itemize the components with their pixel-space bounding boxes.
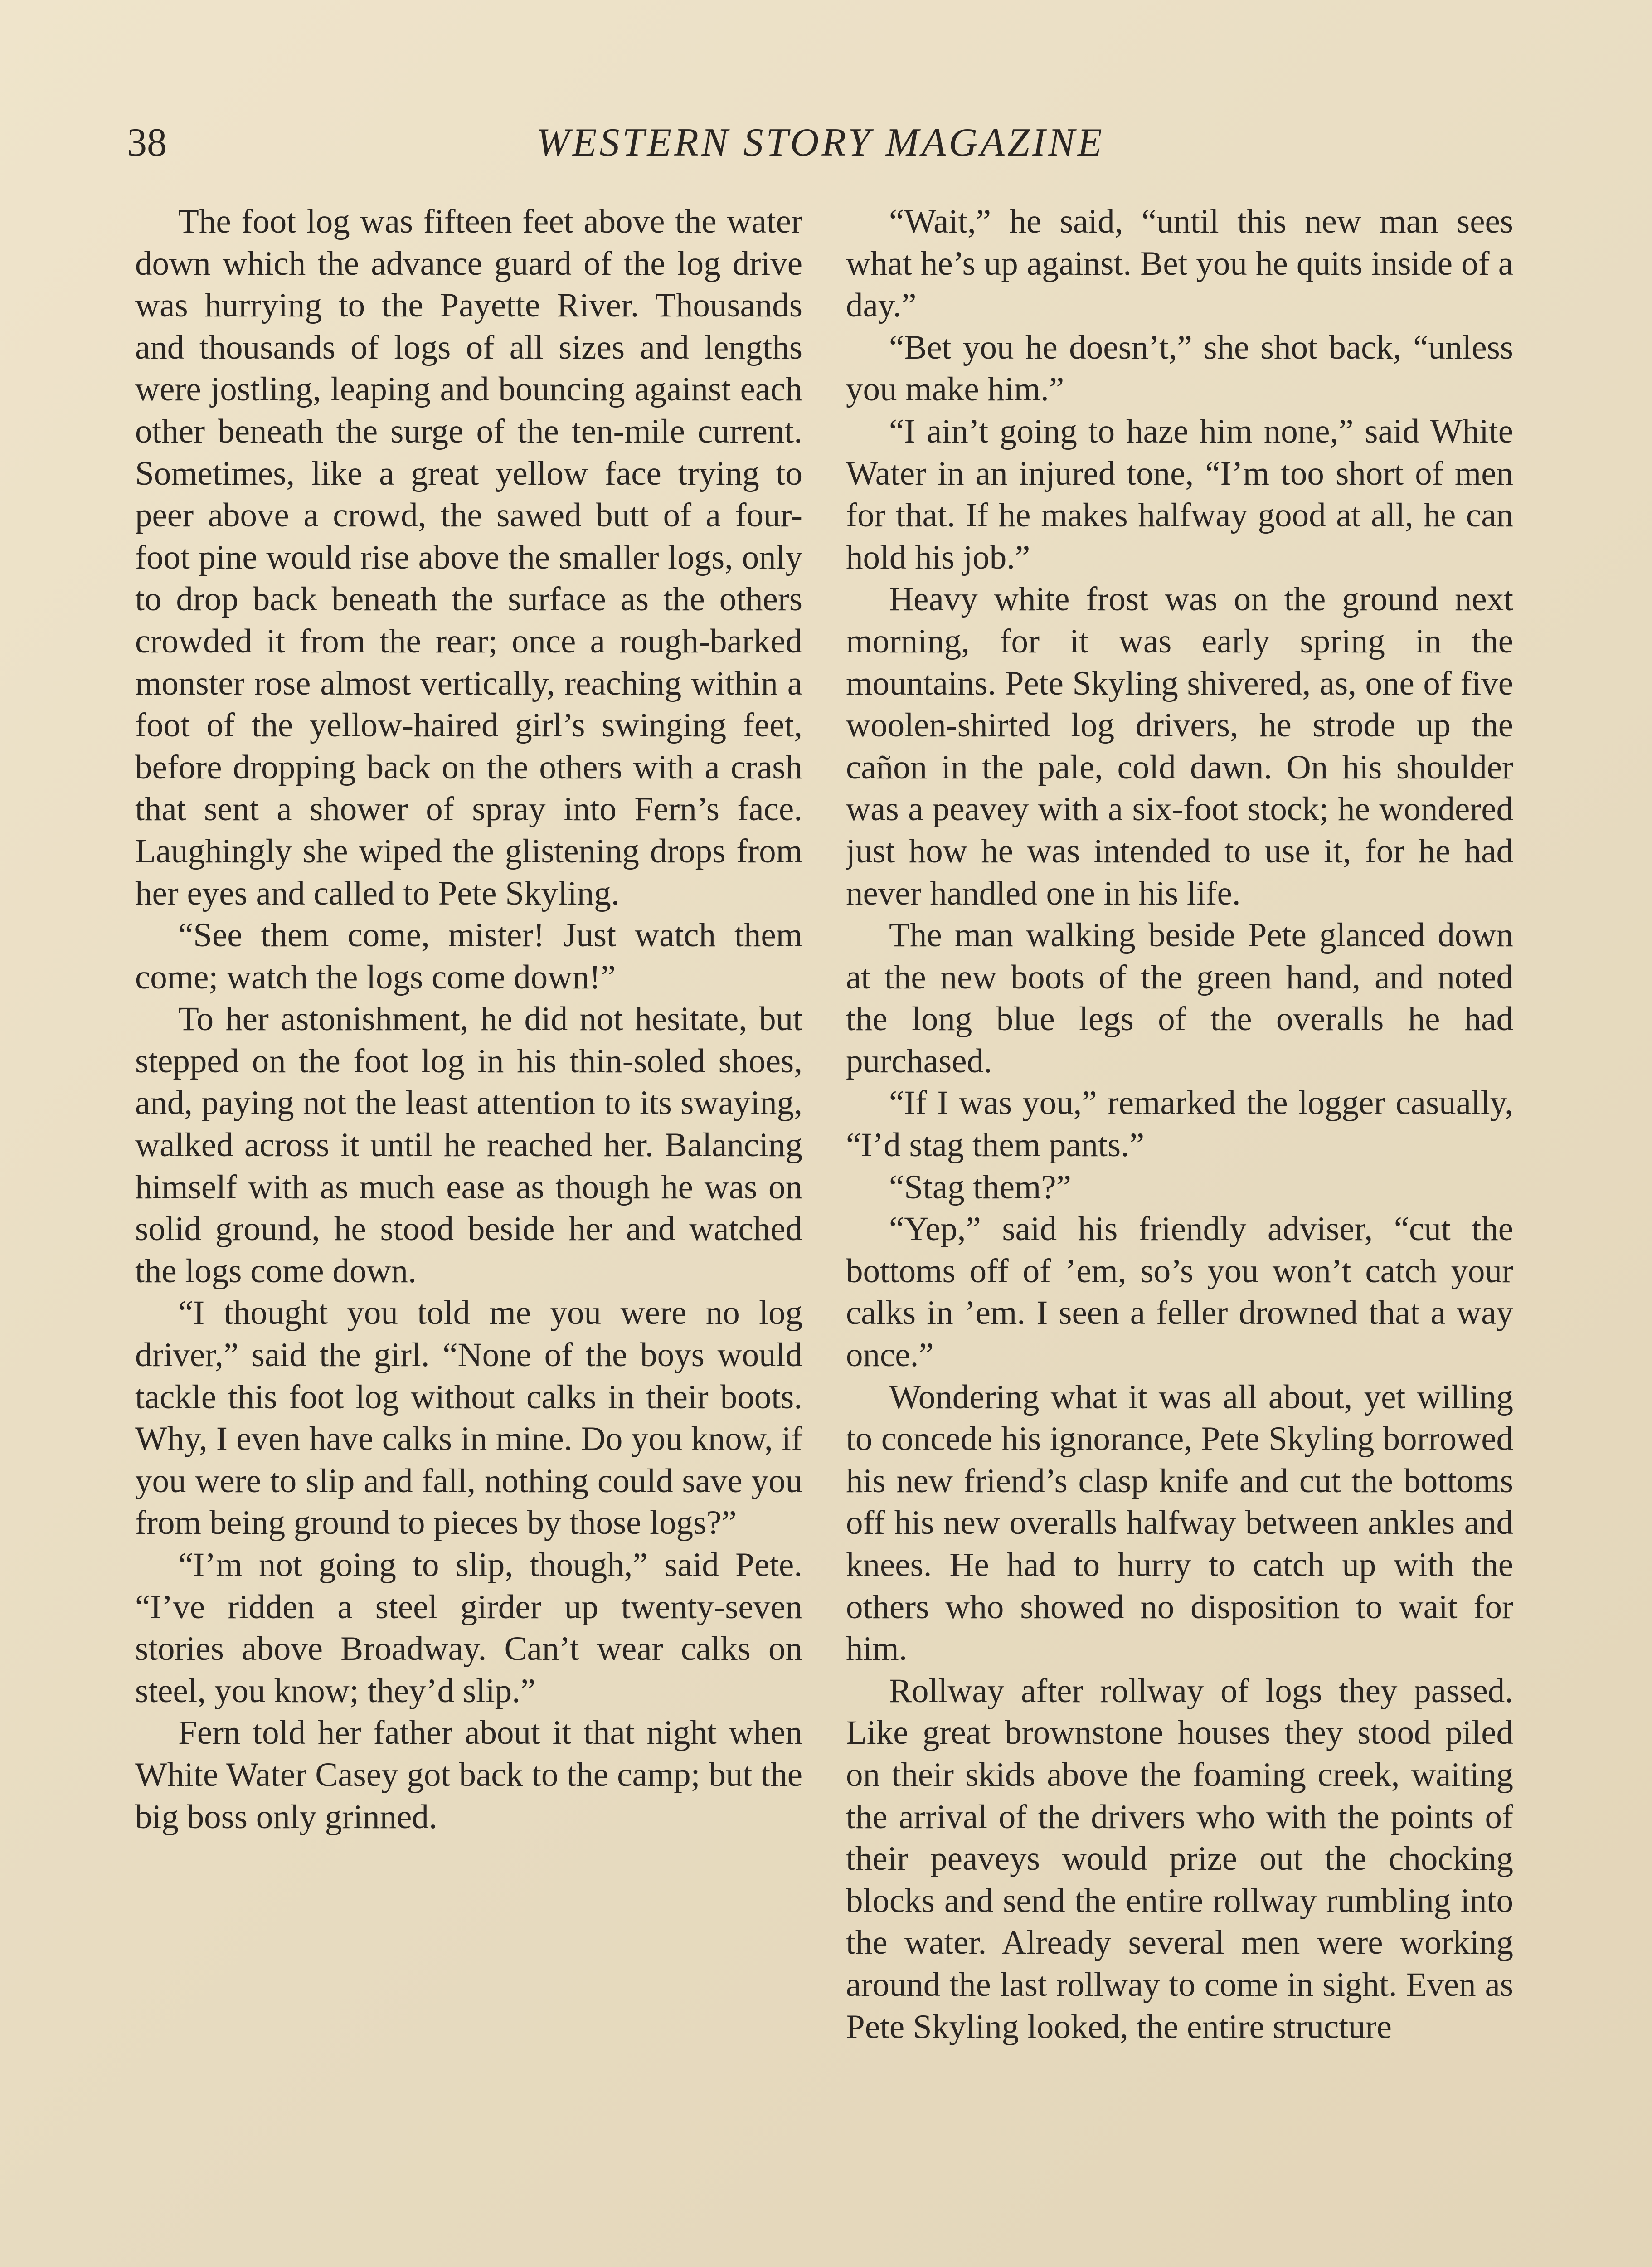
paragraph: To her astonishment, he did not hesitate, but stepped on the foot log in his thin-soled shoes, and, paying not the least attention to its swaying, walked across it until he reached her. Balancing himself with as much ease as though he was on solid ground, he stood beside her and watched the logs come down. (135, 1000, 802, 1290)
text-columns (135, 201, 1513, 2267)
paragraph: “Bet you he doesn’t,” she shot back, “unless you make him.” (846, 328, 1513, 409)
paragraph: “Yep,” said his friendly adviser, “cut the bottoms off of ’em, so’s you won’t catch your calks in ’em. I seen a feller drowned that a way once.” (846, 1210, 1513, 1374)
paragraph: The man walking beside Pete glanced down at the new boots of the green hand, and noted the long blue legs of the overalls he had purchased. (846, 916, 1513, 1080)
page-number: 38 (127, 121, 167, 165)
running-head: WESTERN STORY MAGAZINE (536, 121, 1105, 165)
paragraph: The foot log was fifteen feet above the water down which the advance guard of the log drive was hurrying to the Payette River. Thousands and thousands of logs of all sizes and lengths were jostling, leaping and bouncing against each other beneath the surge of the ten-mile current. Sometimes, like a great yellow face trying to peer above a crowd, the sawed butt of a four-foot pine would rise above the smaller logs, only to drop back beneath the surface as the others crowded it from the rear; once a rough-barked monster rose almost vertically, reaching within a foot of the yellow-haired girl’s swinging feet, before dropping back on the others with a crash that sent a shower of spray into Fern’s face. Laughingly she wiped the glistening drops from her eyes and called to Pete Skyling. (135, 203, 802, 912)
page-header (127, 116, 1514, 179)
paragraph: “I ain’t going to haze him none,” said White Water in an injured tone, “I’m too short of men for that. If he makes halfway good at all, he can hold his job.” (846, 412, 1513, 576)
left-column (135, 201, 802, 2267)
paragraph: Rollway after rollway of logs they passed. Like great brownstone houses they stood piled on their skids above the foaming creek, waiting the arrival of the drivers who with the points of their peaveys would prize out the chocking blocks and send the entire rollway rumbling into the water. Already several men were working around the last rollway to come in sight. Even as Pete Skyling looked, the entire structure (846, 1672, 1513, 2046)
paragraph: “Stag them?” (889, 1168, 1071, 1206)
paragraph: Heavy white frost was on the ground next morning, for it was early spring in the mountains. Pete Skyling shivered, as, one of five woolen-shirted log drivers, he strode up the cañon in the pale, cold dawn. On his shoulder was a peavey with a six-foot stock; he wondered just how he was intended to use it, for he had never handled one in his life. (846, 580, 1513, 912)
paragraph: “I thought you told me you were no log driver,” said the girl. “None of the boys would tackle this foot log without calks in their boots. Why, I even have calks in mine. Do you know, if you were to slip and fall, nothing could save you from being ground to pieces by those logs?” (135, 1294, 802, 1542)
paragraph: “See them come, mister! Just watch them come; watch the logs come down!” (135, 916, 802, 996)
paragraph: Wondering what it was all about, yet willing to concede his ignorance, Pete Skyling borrowed his new friend’s clasp knife and cut the bottoms off his new overalls halfway between ankles and knees. He had to hurry to catch up with the others who showed no disposition to wait for him. (846, 1378, 1513, 1668)
paragraph: “Wait,” he said, “until this new man sees what he’s up against. Bet you he quits inside of a day.” (846, 203, 1513, 325)
paragraph: “If I was you,” remarked the logger casually, “I’d stag them pants.” (846, 1084, 1513, 1164)
paragraph: Fern told her father about it that night when White Water Casey got back to the camp; but the big boss only grinned. (135, 1714, 802, 1836)
paragraph: “I’m not going to slip, though,” said Pete. “I’ve ridden a steel girder up twenty-seven stories above Broadway. Can’t wear calks on steel, you know; they’d slip.” (135, 1546, 802, 1710)
right-column (846, 201, 1513, 2267)
